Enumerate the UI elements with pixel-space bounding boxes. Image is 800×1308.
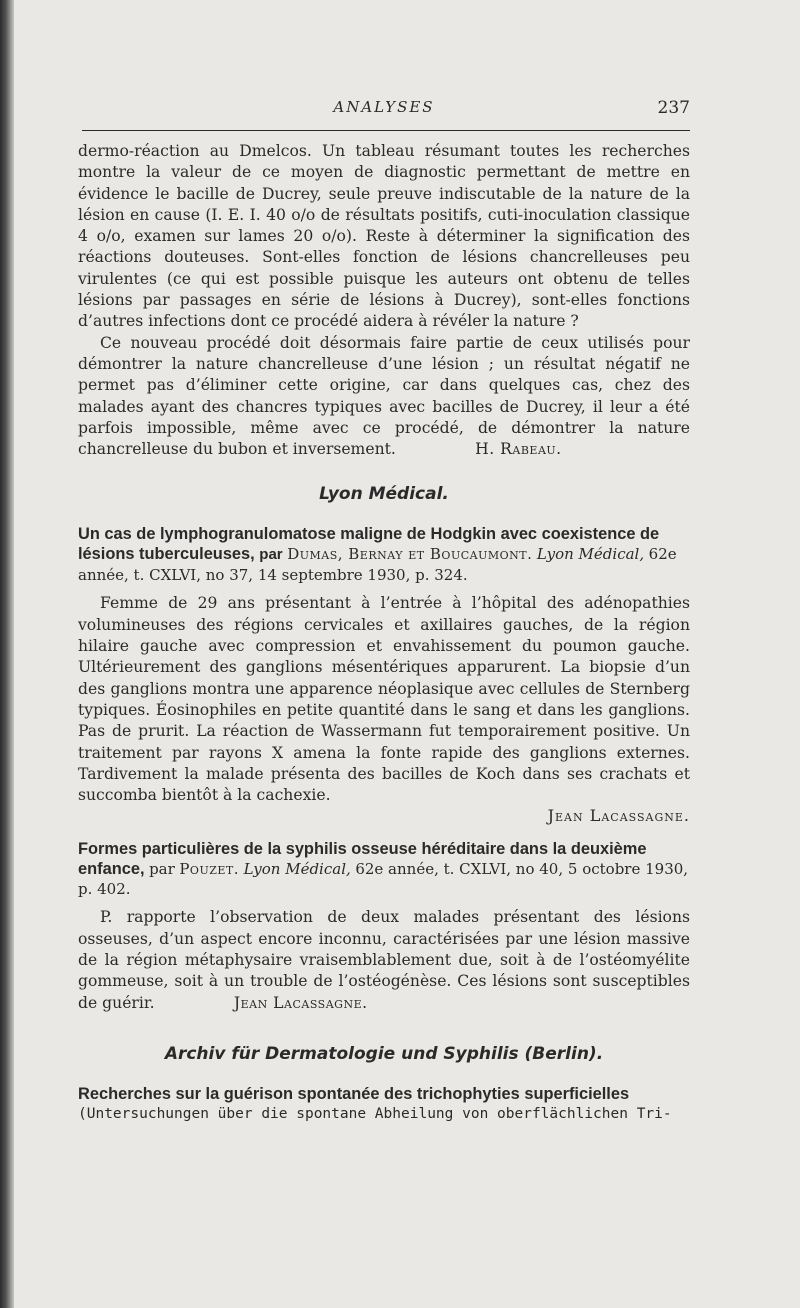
signature-rabeau: H. Rabeau. [475, 440, 562, 459]
book-binding-edge [0, 0, 14, 1308]
article-3-subtitle: (Untersuchungen über die spontane Abheilung von oberflächlichen Tri- [78, 1105, 672, 1122]
running-head [78, 98, 690, 124]
paragraph-2 [78, 333, 690, 461]
article-1-body: Femme de 29 ans présentant à l’entrée à l’hôpital des adénopathies volumineuses des régions cervicales et axillaires gauches, de la région hilaire gauche avec compression et envahissement du poumon gauche. Ultérieurement des ganglions mésentériques apparurent. La biopsie d’un des ganglions montra une apparence néoplasique avec cellules de Sternberg typiques. Éosinophiles en petite quantité dans le sang et dans les ganglions. Pas de prurit. La réaction de Wassermann fut temporairement positive. Un traitement par rayons X amena la fonte rapide des ganglions externes. Tardivement la malade présenta des bacilles de Koch dans ses crachats et succomba bientôt à la cachexie. [78, 594, 690, 805]
article-3-title: Recherches sur la guérison spontanée des trichophyties superficielles [78, 1084, 630, 1103]
article-2-title: Formes particulières de la syphilis osseuse héréditaire dans la deuxième enfance, [78, 840, 647, 879]
article-2-body [78, 907, 690, 1013]
article-2-header [78, 839, 690, 899]
article-2-authors: Pouzet. [179, 860, 240, 879]
article-2-journal: Lyon Médical, [243, 860, 351, 879]
running-head-title: ANALYSES [333, 98, 435, 116]
article-1-journal: Lyon Médical, [536, 545, 645, 564]
page-number: 237 [657, 98, 690, 118]
article-1-reference: 62e année, t. CXLVI, no 37, 14 septembre 1930, p. 324. [78, 545, 677, 585]
article-1-by: par [259, 546, 283, 564]
article-1-signature: Jean Lacassagne. [547, 806, 690, 826]
journal-heading-lyon: Lyon Médical. [319, 484, 449, 505]
article-2 [78, 839, 690, 1013]
article-1 [78, 524, 690, 825]
paragraph-1: dermo-réaction au Dmelcos. Un tableau résumant toutes les recherches montre la valeur de ce moyen de diagnostic permettant de mettre en évidence le bacille de Ducrey, seule preuve indiscutable de la nature de la lésion en cause (I. E. I. 40 o/o de résultats positifs, cuti-inoculation classique 4 o/o, examen sur lames 20 o/o). Reste à déterminer la signification des réactions douteuses. Sont-elles fonction de lésions chancrelleuses peu virulentes (ce qui est possible puisque les auteurs ont obtenu de telles lésions par passages en série de lésions à Ducrey), sont-elles fonctions d’autres infections dont ce procédé aidera à révéler la nature ? [78, 142, 690, 331]
page-content [78, 98, 690, 1124]
header-rule [82, 130, 690, 131]
journal-heading-archiv: Archiv für Dermatologie und Syphilis (Berlin). [164, 1043, 604, 1064]
paragraph-2-text: Ce nouveau procédé doit désormais faire partie de ceux utilisés pour démontrer la nature chancrelleuse d’une lésion ; un résultat négatif ne permet pas d’éliminer cette origine, car dans quelques cas, chez des malades ayant des chancres typiques avec bacilles de Ducrey, il leur a été parfois impossible, même avec ce procédé, de démontrer la nature chancrelleuse du bubon et inversement. [78, 333, 690, 459]
article-2-by: par [149, 860, 175, 879]
article-2-reference: 62e année, t. CXLVI, no 40, 5 octobre 1930, p. 402. [78, 860, 689, 899]
article-1-title: Un cas de lymphogranulomatose maligne de Hodgkin avec coexistence de lésions tuberculeuses, [78, 525, 660, 564]
article-1-header [78, 524, 690, 585]
article-3 [78, 1084, 690, 1124]
article-2-body-text: P. rapporte l’observation de deux malades présentant des lésions osseuses, d’un aspect encore inconnu, caractérisées par une lésion massive de la région métaphysaire vraisemblablement due, soit à de l’ostéomyélite gommeuse, soit à un trouble de l’ostéogénèse. Ces lésions sont susceptibles de guérir. [78, 908, 690, 1012]
article-2-signature: Jean Lacassagne. [233, 993, 368, 1012]
article-1-authors: Dumas, Bernay et Boucaumont. [287, 545, 533, 564]
